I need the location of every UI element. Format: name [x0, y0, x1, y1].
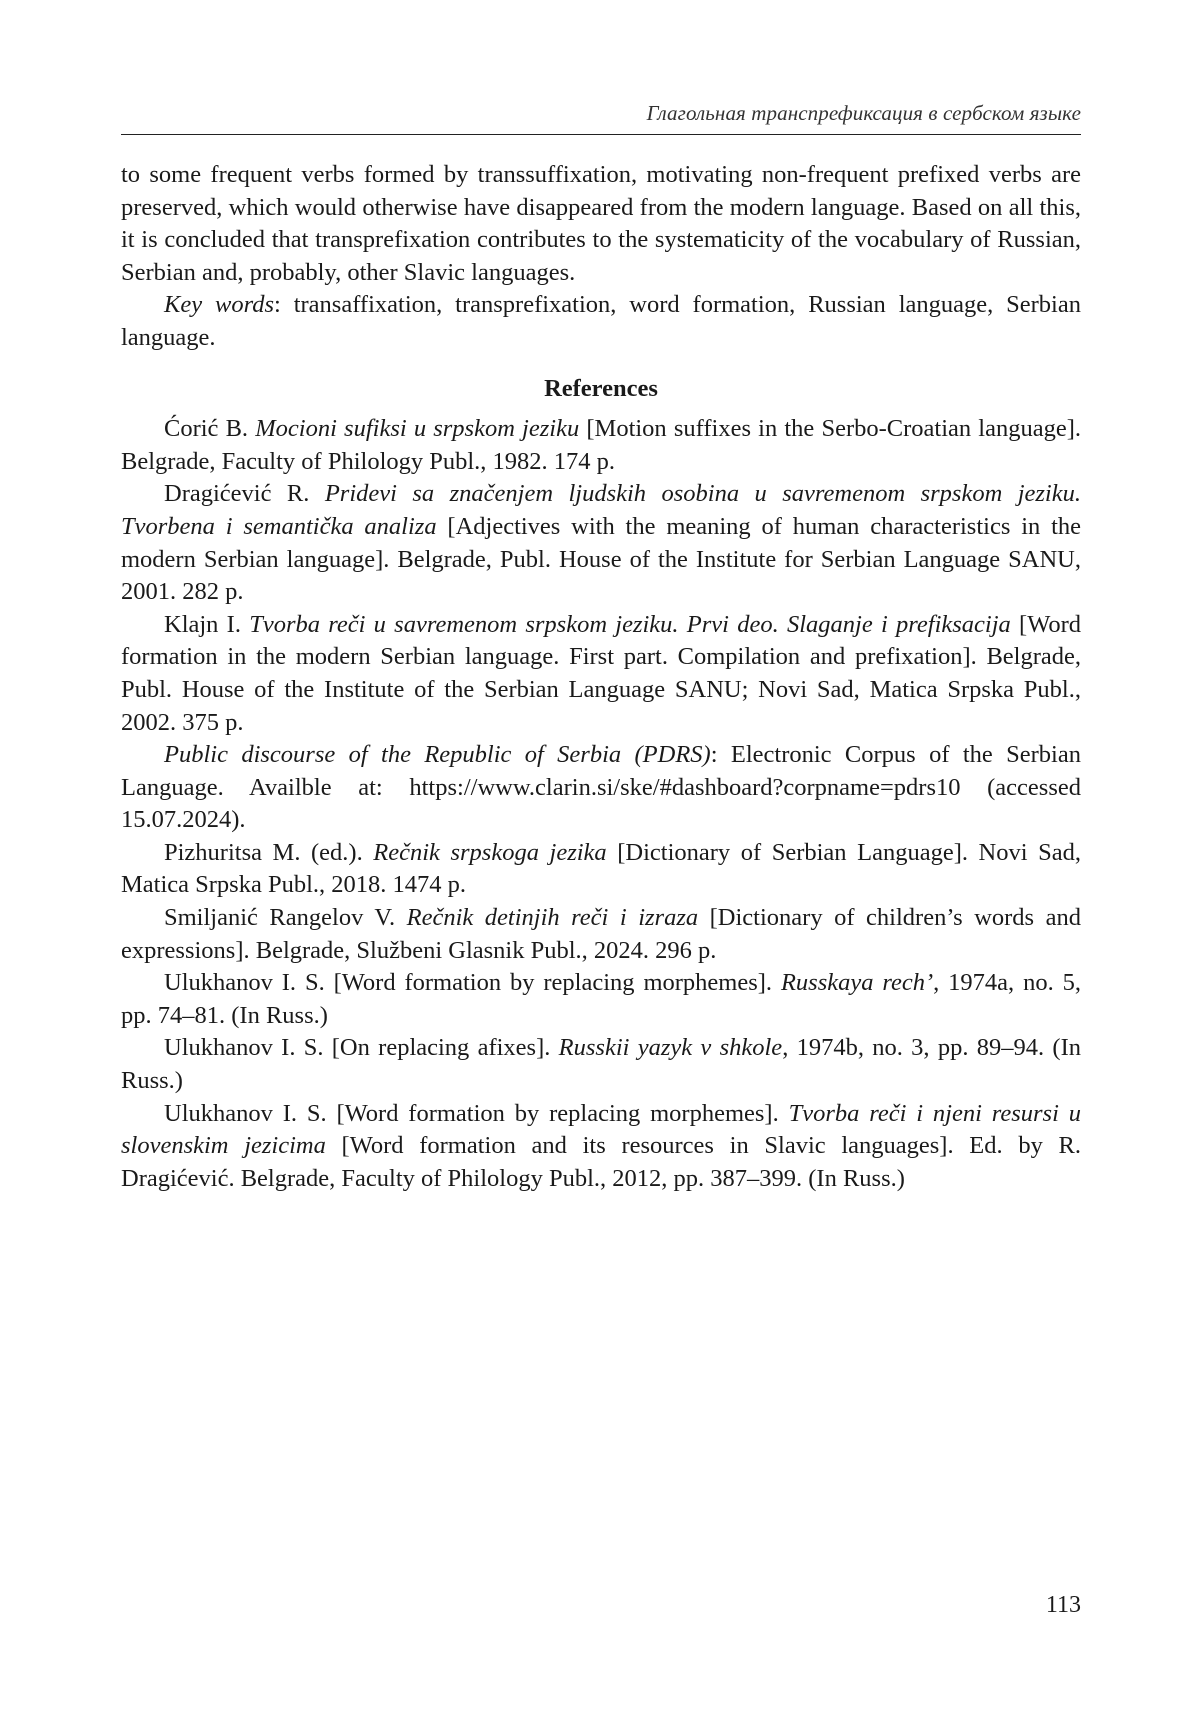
reference-author: Klajn I.: [164, 610, 250, 638]
reference-title: Rečnik srpskoga jezika: [373, 838, 607, 866]
abstract-continuation: to some frequent verbs formed by transsuffixation, motivating non-frequent prefixed verbs are preserved, which would otherwise have disappeared from the modern language. Based on all this, it is concluded that transprefixation contributes to the systematicity of the vocabulary of Russian, Serbian and, probably, other Slavic languages.: [121, 161, 1081, 286]
main-text: [121, 159, 1081, 1195]
keywords-text: : transaffixation, transprefixation, word formation, Russian language, Serbian language.: [121, 291, 1081, 351]
reference-title: Public discourse of the Republic of Serbia (PDRS): [164, 741, 711, 769]
page: [121, 0, 1081, 1710]
reference-item: [121, 478, 1081, 608]
reference-title: Russkii yazyk v shkole: [558, 1034, 783, 1062]
keywords-paragraph: [121, 289, 1081, 354]
reference-details: , 1974b, no. 3, pp. 89–94. (In Russ.): [121, 1034, 1081, 1095]
reference-list: [121, 413, 1081, 1195]
reference-details: [Dictionary of children’s words and expressions]. Belgrade, Službeni Glasnik Publ., 2024. 296 p.: [121, 904, 1081, 964]
reference-title: Tvorba reči i njeni resursi u slovenskim jezicima: [121, 1099, 1081, 1160]
reference-title: Mocioni sufiksi u srpskom jeziku: [255, 415, 580, 443]
reference-author: Ulukhanov I. S. [Word formation by replacing morphemes].: [164, 1099, 789, 1127]
reference-author: Ćorić B.: [164, 415, 256, 443]
reference-author: Pizhuritsa M. (ed.).: [164, 838, 374, 866]
reference-details: [Motion suffixes in the Serbo-Croatian language]. Belgrade, Faculty of Philology Publ., 1982. 174 p.: [121, 415, 1082, 475]
reference-item: [121, 1098, 1081, 1196]
header-rule: [121, 134, 1081, 135]
page-number: 113: [1045, 1592, 1081, 1618]
reference-item: [121, 902, 1081, 967]
reference-item: [121, 739, 1081, 837]
reference-details: , 1974a, no. 5, pp. 74–81. (In Russ.): [121, 969, 1081, 1029]
reference-details: [Word formation and its resources in Slavic languages]. Ed. by R. Dragićević. Belgrade, Faculty of Philology Publ., 2012, pp. 387–399. (In Russ.): [121, 1132, 1081, 1192]
reference-details: : Electronic Corpus of the Serbian Language. Availble at: https://www.clarin.si/ske/#dashboard?corpname=pdrs10 (accessed 15.07.2024).: [121, 741, 1081, 834]
reference-details: [Adjectives with the meaning of human characteristics in the modern Serbian language]. Belgrade, Publ. House of the Institute for Serbian Language SANU, 2001. 282 p.: [121, 512, 1082, 606]
reference-details: [Word formation in the modern Serbian language. First part. Compilation and prefixation]. Belgrade, Publ. House of the Institute of the Serbian Language SANU; Novi Sad, Matica Srpska Publ., 2002. 375 p.: [121, 610, 1082, 736]
references-heading: References: [544, 374, 658, 402]
reference-item: [121, 837, 1081, 902]
reference-title: Pridevi sa značenjem ljudskih osobina u savremenom srpskom jeziku. Tvorbena i semantička analiza: [121, 480, 1081, 540]
reference-title: Rečnik detinjih reči i izraza: [406, 904, 699, 932]
reference-item: [121, 967, 1081, 1032]
reference-author: Ulukhanov I. S. [On replacing afixes].: [164, 1034, 559, 1062]
reference-title: Tvorba reči u savremenom srpskom jeziku. Prvi deo. Slaganje i prefiksacija: [249, 610, 1011, 638]
reference-author: Dragićević R.: [164, 480, 325, 508]
reference-item: [121, 1032, 1081, 1097]
keywords-label: Key words: [164, 291, 274, 319]
reference-title: Russkaya rech’: [780, 969, 934, 997]
reference-item: [121, 609, 1081, 739]
running-head-title: Глагольная транспрефиксация в сербском языке: [646, 101, 1081, 125]
reference-item: [121, 413, 1081, 478]
reference-details: [Dictionary of Serbian Language]. Novi Sad, Matica Srpska Publ., 2018. 1474 p.: [121, 838, 1081, 899]
reference-author: Ulukhanov I. S. [Word formation by replacing morphemes].: [164, 969, 781, 997]
reference-author: Smiljanić Rangelov V.: [164, 904, 407, 932]
